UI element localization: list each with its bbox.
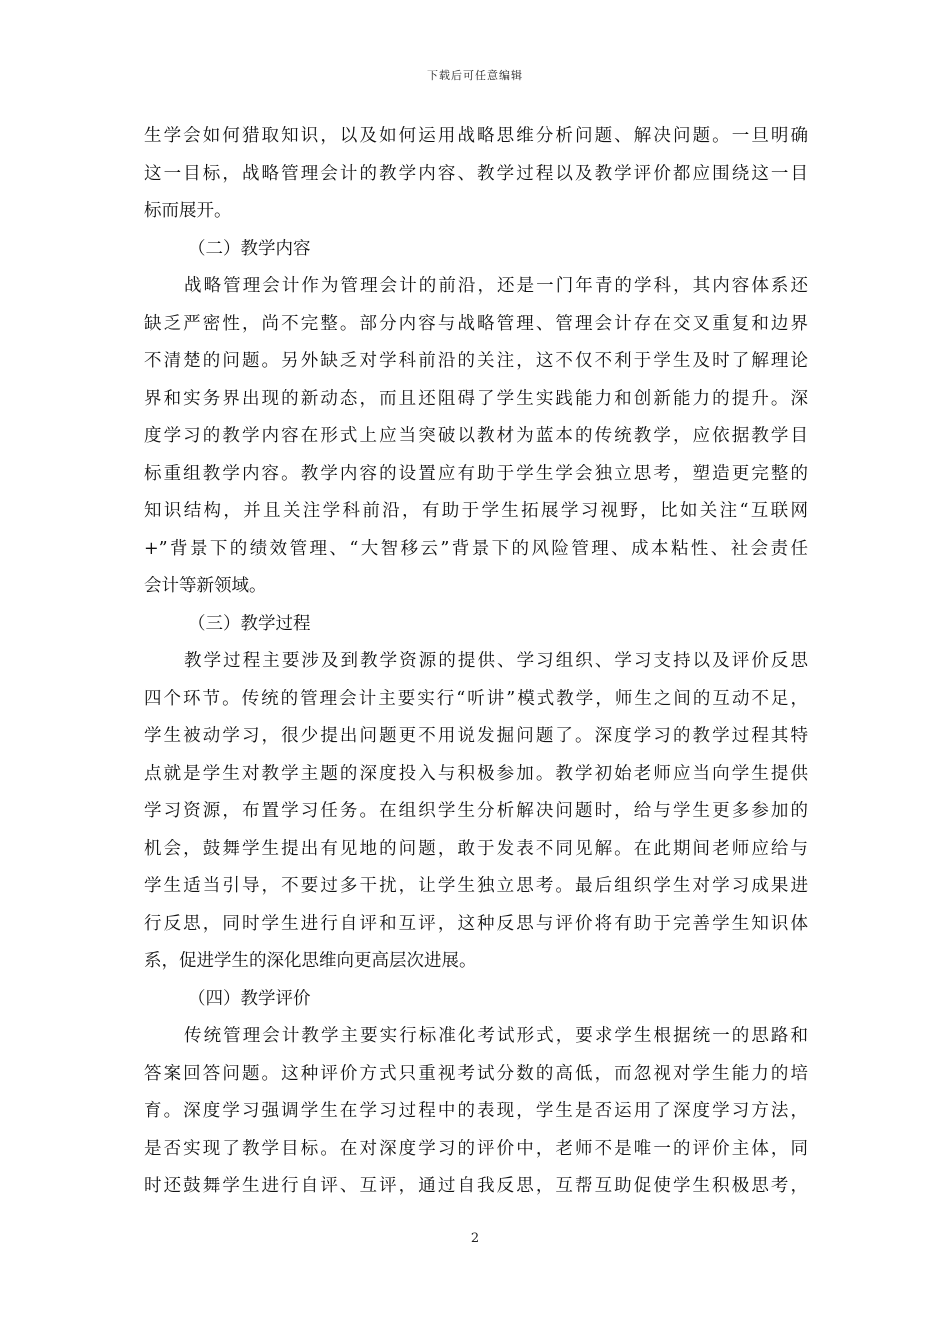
text-line: 答案回答问题。这种评价方式只重视考试分数的高低，而忽视对学生能力的培 <box>144 1063 808 1084</box>
text-line: 这一目标，战略管理会计的教学内容、教学过程以及教学评价都应围绕这一目 <box>144 163 808 184</box>
text-line: 系，促进学生的深化思维向更高层次进展。 <box>144 951 477 971</box>
text-line: 不清楚的问题。另外缺乏对学科前沿的关注，这不仅不利于学生及时了解理论 <box>144 351 808 371</box>
text-line: 度学习的教学内容在形式上应当突破以教材为蓝本的传统教学，应依据教学目 <box>144 426 808 446</box>
text-line: 标重组教学内容。教学内容的设置应有助于学生学会独立思考，塑造更完整的 <box>144 463 808 484</box>
section-heading: （三）教学过程 <box>188 613 311 634</box>
text-line: 学习资源，布置学习任务。在组织学生分析解决问题时，给与学生更多参加的 <box>144 801 808 821</box>
text-line: 缺乏严密性，尚不完整。部分内容与战略管理、管理会计存在交叉重复和边界 <box>144 313 808 334</box>
text-line: 战略管理会计作为管理会计的前沿，还是一门年青的学科，其内容体系还 <box>184 276 808 296</box>
text-line: 传统管理会计教学主要实行标准化考试形式，要求学生根据统一的思路和 <box>184 1026 808 1046</box>
page-number: 2 <box>470 1231 480 1246</box>
text-line: 学生被动学习，很少提出问题更不用说发掘问题了。深度学习的教学过程其特 <box>144 726 808 746</box>
text-line: 会计等新领域。 <box>144 576 267 596</box>
text-line: 知识结构，并且关注学科前沿，有助于学生拓展学习视野，比如关注“互联网 <box>144 501 808 521</box>
text-line: 机会，鼓舞学生提出有见地的问题，敢于发表不同见解。在此期间老师应给与 <box>144 838 808 859</box>
text-line: 是否实现了教学目标。在对深度学习的评价中，老师不是唯一的评价主体，同 <box>144 1138 808 1159</box>
text-line: 学生适当引导，不要过多干扰，让学生独立思考。最后组织学生对学习成果进 <box>144 876 808 896</box>
text-line: 界和实务界出现的新动态，而且还阻碍了学生实践能力和创新能力的提升。深 <box>144 388 808 409</box>
section-heading: （二）教学内容 <box>188 238 311 259</box>
text-line: 标而展开。 <box>144 201 232 221</box>
page-header: 下载后可任意编辑 <box>427 69 523 82</box>
text-line: 教学过程主要涉及到教学资源的提供、学习组织、学习支持以及评价反思 <box>184 651 808 671</box>
text-line: 行反思，同时学生进行自评和互评，这种反思与评价将有助于完善学生知识体 <box>144 913 808 934</box>
section-heading: （四）教学评价 <box>188 988 311 1009</box>
text-line: 时还鼓舞学生进行自评、互评，通过自我反思，互帮互助促使学生积极思考， <box>144 1176 808 1196</box>
text-line: +”背景下的绩效管理、“大智移云”背景下的风险管理、成本粘性、社会责任 <box>144 538 808 559</box>
text-line: 生学会如何猎取知识，以及如何运用战略思维分析问题、解决问题。一旦明确 <box>144 126 808 146</box>
text-line: 点就是学生对教学主题的深度投入与积极参加。教学初始老师应当向学生提供 <box>144 763 808 784</box>
text-line: 育。深度学习强调学生在学习过程中的表现，学生是否运用了深度学习方法， <box>144 1101 808 1121</box>
text-line: 四个环节。传统的管理会计主要实行“听讲”模式教学，师生之间的互动不足， <box>144 688 808 709</box>
